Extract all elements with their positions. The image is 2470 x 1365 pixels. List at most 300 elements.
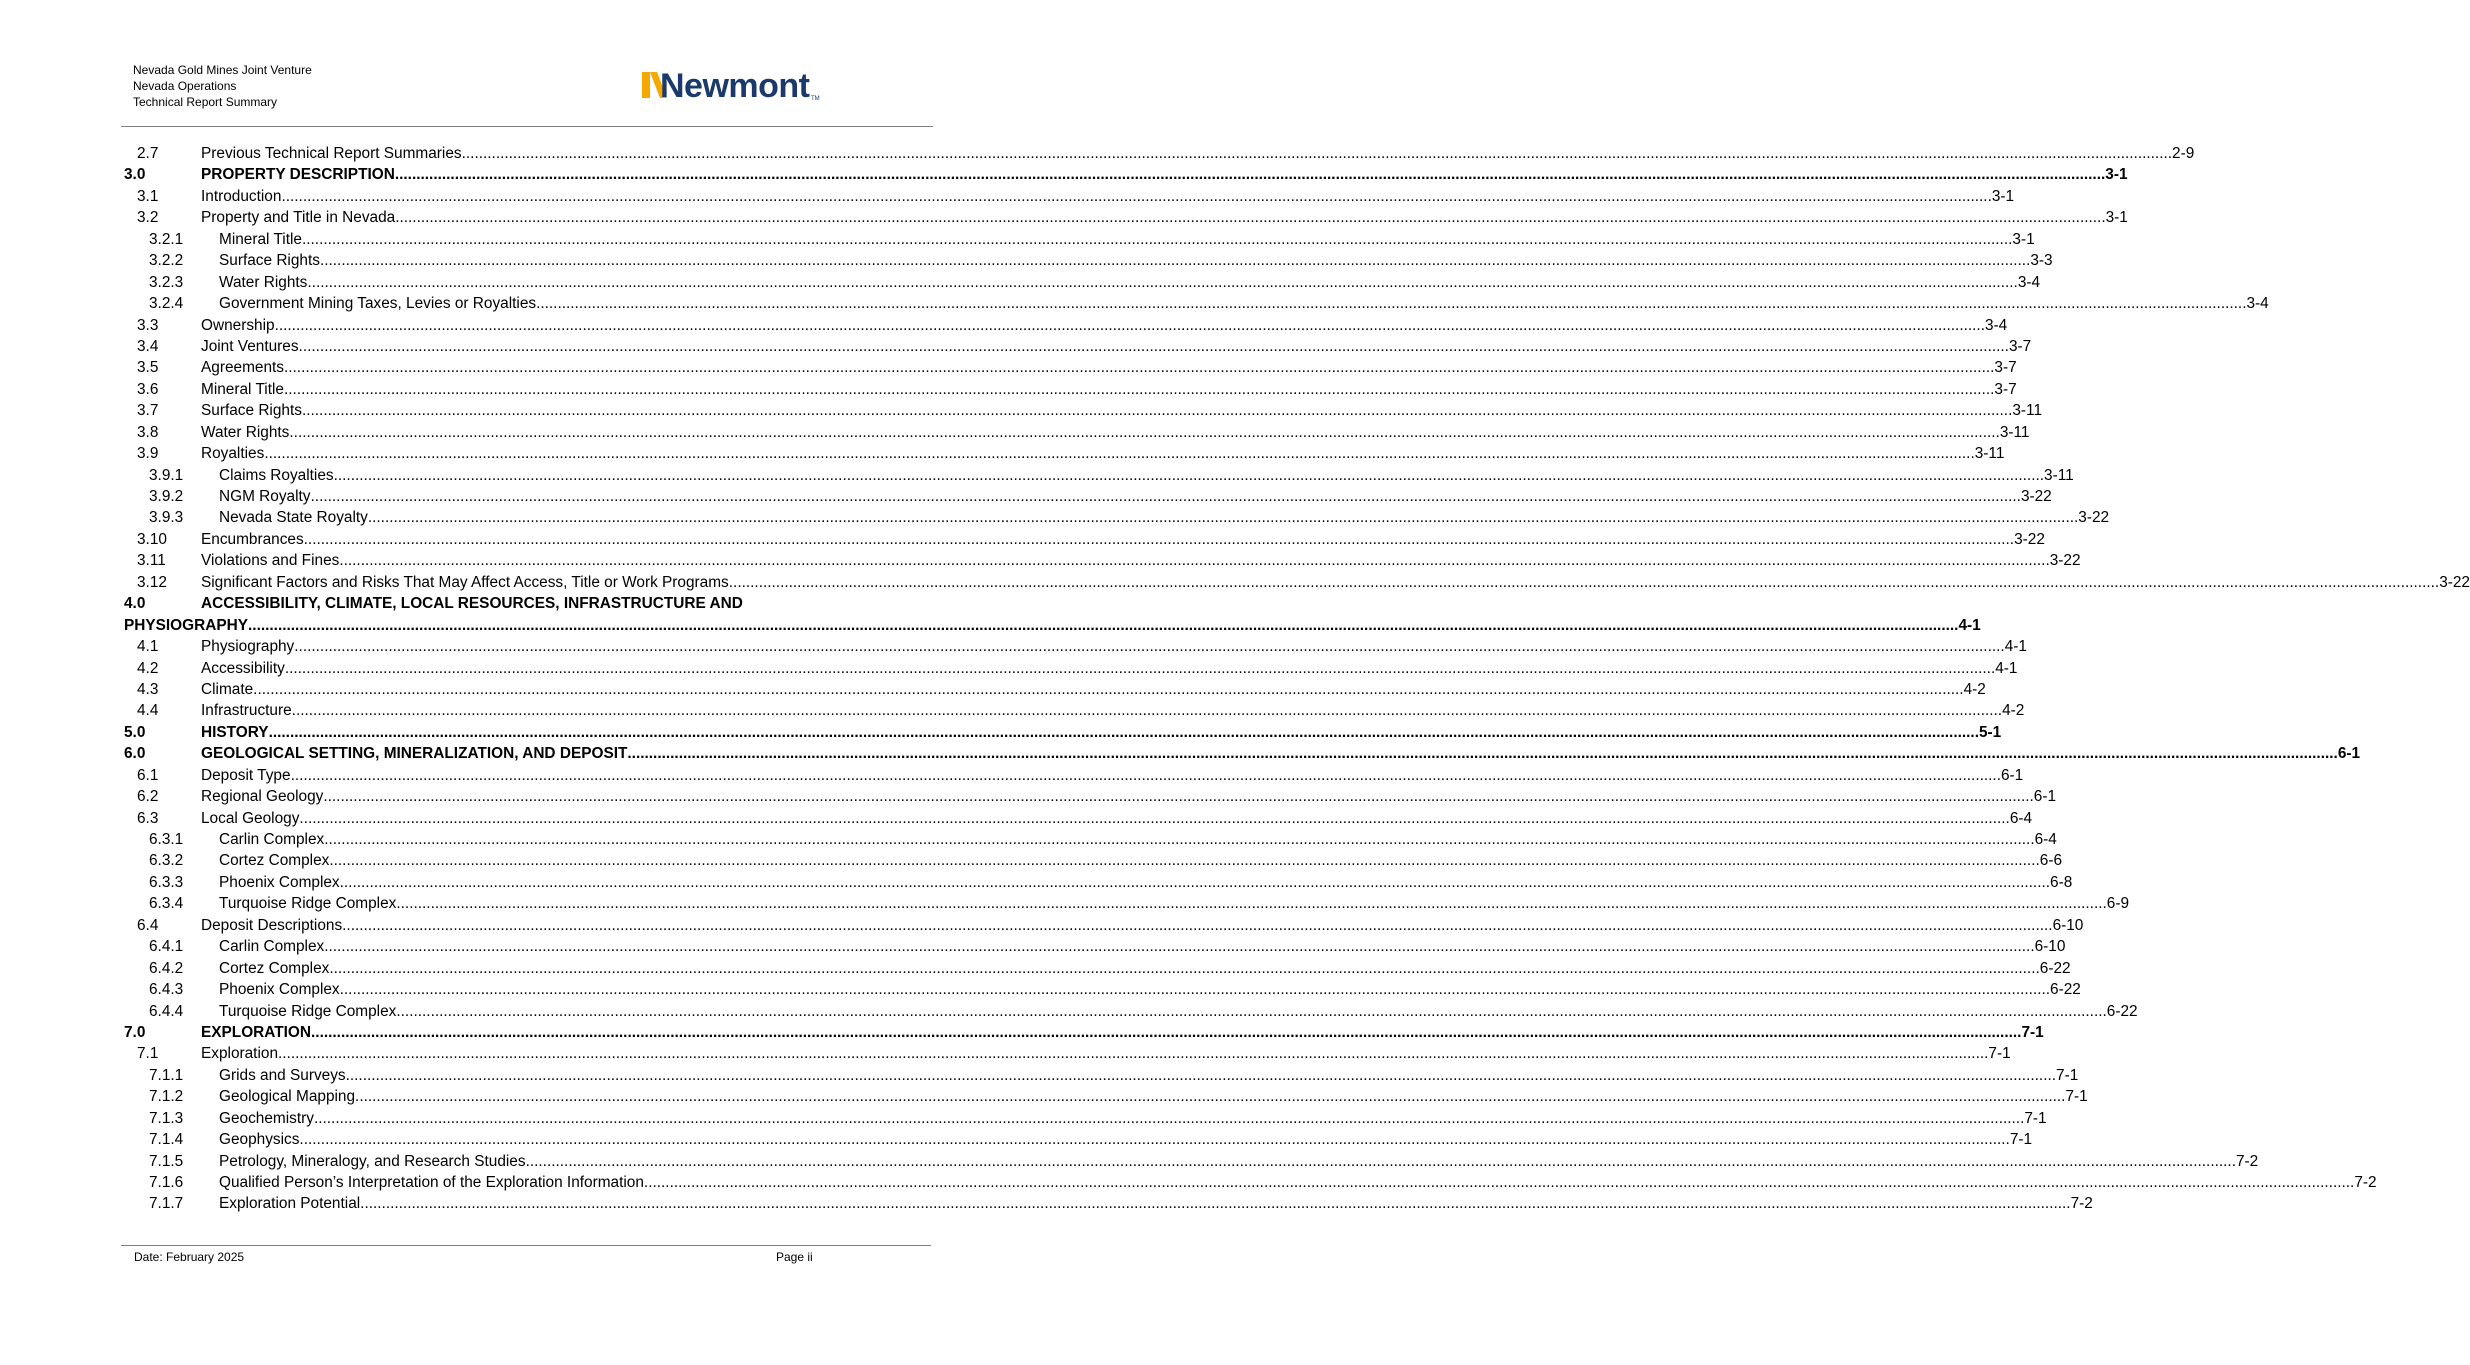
toc-entry-link[interactable]	[219, 850, 2063, 871]
toc-title: Surface Rights	[219, 252, 320, 270]
toc-section-number: 6.3.1	[149, 831, 184, 848]
document-header	[133, 62, 312, 110]
toc-entry-link[interactable]	[219, 1001, 2138, 1022]
toc-entry-link[interactable]	[201, 529, 2045, 550]
toc-section-number: 3.6	[137, 380, 159, 398]
toc-row	[124, 422, 2030, 443]
toc-dot-leader: ................................................................................................................................................................................................................................................................................................................................................................................................................	[536, 295, 2247, 313]
toc-dot-leader: ................................................................................................................................................................................................................................................................................................................................................................................................................	[294, 638, 2005, 656]
toc-dot-leader: ................................................................................................................................................................................................................................................................................................................................................................................................................	[627, 745, 2338, 763]
toc-dot-leader: ................................................................................................................................................................................................................................................................................................................................................................................................................	[310, 488, 2021, 505]
toc-section-number: 6.3.3	[149, 873, 184, 891]
toc-section-number: 6.4.4	[149, 1002, 184, 1020]
toc-entry-link[interactable]	[201, 443, 2005, 464]
toc-page-number: 6-4	[2034, 831, 2057, 848]
toc-entry-link[interactable]	[201, 400, 2043, 421]
toc-row	[124, 1129, 2033, 1150]
toc-section-number: 3.2.2	[149, 252, 184, 270]
toc-dot-leader: ................................................................................................................................................................................................................................................................................................................................................................................................................	[396, 895, 2107, 913]
toc-entry-link[interactable]	[201, 207, 2128, 228]
toc-row	[124, 250, 2053, 271]
toc-dot-leader: ................................................................................................................................................................................................................................................................................................................................................................................................................	[643, 1174, 2355, 1191]
toc-dot-leader: ................................................................................................................................................................................................................................................................................................................................................................................................................	[299, 1131, 2010, 1149]
toc-dot-leader: ................................................................................................................................................................................................................................................................................................................................................................................................................	[281, 187, 1992, 205]
toc-section-number: 3.1	[137, 187, 159, 205]
toc-row	[124, 893, 2130, 914]
toc-page-number: 6-10	[2034, 938, 2066, 956]
toc-page-number: 7-1	[1988, 1045, 2011, 1063]
toc-dot-leader: ................................................................................................................................................................................................................................................................................................................................................................................................................	[298, 337, 2009, 355]
toc-page-number: 4-1	[2004, 638, 2027, 656]
toc-dot-leader: ................................................................................................................................................................................................................................................................................................................................................................................................................	[299, 809, 2010, 827]
toc-page-number: 7-1	[2009, 1131, 2033, 1149]
toc-title: Deposit Descriptions	[201, 916, 343, 934]
toc-section-number: 3.9.3	[149, 509, 184, 527]
toc-page-number: 3-4	[2246, 295, 2269, 313]
toc-entry-link[interactable]	[219, 486, 2052, 507]
toc-entry-link[interactable]	[201, 658, 2018, 679]
toc-entry-link[interactable]	[219, 293, 2269, 314]
toc-entry-link[interactable]	[201, 379, 2017, 400]
toc-section-number: 3.2.4	[149, 295, 184, 313]
toc-section-number: 3.9.1	[149, 466, 184, 484]
toc-title: Local Geology	[201, 809, 300, 827]
toc-page-number: 7-1	[2065, 1088, 2088, 1106]
footer-date: Date: February 2025	[134, 1250, 245, 1264]
toc-section-number: 3.4	[137, 337, 159, 355]
header-report-type: Technical Report Summary	[133, 95, 278, 109]
toc-row	[124, 1022, 2044, 1043]
toc-title: Exploration Potential	[219, 1195, 361, 1213]
toc-page-number: 3-1	[2105, 209, 2128, 227]
toc-dot-leader: ................................................................................................................................................................................................................................................................................................................................................................................................................	[291, 702, 2003, 720]
toc-entry-link[interactable]	[219, 250, 2053, 271]
toc-title: Introduction	[201, 187, 282, 205]
logo-trademark: TM	[811, 96, 820, 102]
toc-page-number: 4-1	[1995, 659, 2018, 677]
toc-row	[124, 1172, 2377, 1193]
toc-section-number: 6.1	[137, 766, 159, 784]
toc-dot-leader: ................................................................................................................................................................................................................................................................................................................................................................................................................	[355, 1088, 2066, 1106]
toc-page-number: 6-8	[2050, 873, 2073, 891]
toc-dot-leader: ................................................................................................................................................................................................................................................................................................................................................................................................................	[283, 380, 1995, 398]
logo-n-accent	[642, 72, 650, 98]
toc-section-number: 5.0	[124, 723, 146, 741]
toc-entry-link[interactable]	[201, 422, 2030, 443]
toc-page-number: 3-11	[2012, 402, 2043, 420]
toc-dot-leader: ................................................................................................................................................................................................................................................................................................................................................................................................................	[396, 1002, 2107, 1020]
toc-entry-link[interactable]	[219, 507, 2110, 528]
toc-title: Nevada State Royalty	[219, 509, 368, 527]
toc-row	[124, 1193, 2093, 1214]
toc-row	[124, 486, 2052, 507]
toc-page-number: 6-6	[2039, 852, 2063, 870]
toc-entry-link[interactable]	[201, 336, 2032, 357]
toc-dot-leader: ................................................................................................................................................................................................................................................................................................................................................................................................................	[301, 230, 2013, 248]
toc-title: ACCESSIBILITY, CLIMATE, LOCAL RESOURCES, INFRASTRUCTURE AND	[201, 595, 743, 613]
toc-entry-link[interactable]	[219, 872, 2073, 893]
toc-row	[124, 186, 2015, 207]
toc-title: Geophysics	[219, 1131, 300, 1149]
toc-page-number: 3-11	[1974, 445, 2005, 463]
toc-dot-leader: ................................................................................................................................................................................................................................................................................................................................................................................................................	[395, 209, 2106, 227]
toc-section-number: 7.1	[137, 1045, 159, 1063]
toc-entry-link[interactable]	[201, 572, 2470, 593]
toc-entry-link[interactable]	[201, 143, 2195, 164]
toc-section-number: 7.1.4	[149, 1131, 184, 1149]
toc-page-number: 6-1	[2033, 788, 2057, 806]
toc-section-number: 4.1	[137, 638, 159, 656]
toc-title: Royalties	[201, 445, 265, 463]
toc-page-number: 3-1	[1991, 187, 2015, 205]
toc-dot-leader: ................................................................................................................................................................................................................................................................................................................................................................................................................	[283, 359, 1995, 377]
toc-title: NGM Royalty	[219, 488, 311, 505]
toc-title: Regional Geology	[201, 788, 324, 806]
toc-page-number: 6-22	[2050, 981, 2081, 999]
toc-title: Qualified Person’s Interpretation of the Exploration Information	[219, 1174, 644, 1191]
toc-entry-link[interactable]	[124, 615, 1981, 636]
toc-page-number: 6-22	[2039, 959, 2071, 977]
toc-page-number: 6-1	[2337, 745, 2361, 763]
toc-dot-leader: ................................................................................................................................................................................................................................................................................................................................................................................................................	[290, 766, 2001, 784]
toc-row	[124, 636, 2027, 657]
toc-row	[124, 786, 2057, 807]
toc-section-number: 3.7	[137, 402, 159, 420]
toc-entry-link[interactable]	[219, 1129, 2033, 1150]
toc-dot-leader: ................................................................................................................................................................................................................................................................................................................................................................................................................	[274, 316, 1985, 334]
toc-entry-link[interactable]	[219, 272, 2041, 293]
toc-title: Mineral Title	[219, 230, 302, 248]
toc-dot-leader: ................................................................................................................................................................................................................................................................................................................................................................................................................	[342, 916, 2053, 934]
toc-entry-link[interactable]	[219, 1086, 2088, 1107]
toc-page-number: 3-11	[1999, 423, 2030, 441]
toc-dot-leader: ................................................................................................................................................................................................................................................................................................................................................................................................................	[339, 981, 2051, 999]
toc-section-number: 3.2.3	[149, 273, 184, 291]
toc-entry-link[interactable]	[219, 1108, 2047, 1129]
toc-section-number: 3.8	[137, 423, 159, 441]
toc-row	[124, 1151, 2259, 1172]
toc-section-number: 6.3.4	[149, 895, 184, 913]
toc-title: Mineral Title	[201, 380, 284, 398]
toc-entry-link[interactable]	[201, 164, 2128, 185]
toc-section-number: 7.1.5	[149, 1152, 184, 1170]
toc-entry-link[interactable]	[201, 1022, 2044, 1043]
toc-page-number: 3-4	[1985, 316, 2008, 334]
toc-section-number: 4.2	[137, 659, 159, 677]
toc-entry-link[interactable]	[219, 979, 2081, 1000]
toc-section-number: 6.4	[137, 916, 159, 934]
toc-entry-link[interactable]	[201, 915, 2084, 936]
toc-page-number: 7-2	[2070, 1195, 2093, 1213]
toc-dot-leader: ................................................................................................................................................................................................................................................................................................................................................................................................................	[345, 1066, 2057, 1084]
toc-title: Agreements	[201, 359, 284, 377]
toc-row	[124, 979, 2081, 1000]
toc-section-number: 6.4.1	[149, 938, 184, 956]
toc-page-number: 3-22	[2078, 509, 2110, 527]
toc-title: Infrastructure	[201, 702, 292, 720]
logo-wordmark: Newmont	[660, 67, 810, 105]
toc-title: Geological Mapping	[219, 1088, 356, 1106]
toc-row	[124, 572, 2470, 593]
toc-page-number: 6-10	[2052, 916, 2084, 934]
toc-entry-link[interactable]	[219, 229, 2035, 250]
toc-section-number: 3.9.2	[149, 488, 184, 505]
toc-dot-leader: ................................................................................................................................................................................................................................................................................................................................................................................................................	[313, 1109, 2025, 1127]
toc-dot-leader: ................................................................................................................................................................................................................................................................................................................................................................................................................	[323, 788, 2034, 806]
toc-dot-leader: ................................................................................................................................................................................................................................................................................................................................................................................................................	[311, 1023, 2022, 1041]
toc-row	[124, 143, 2195, 164]
toc-entry-link[interactable]	[219, 958, 2071, 979]
toc-section-number: 6.2	[137, 788, 159, 806]
toc-row	[124, 443, 2005, 464]
toc-dot-leader: ................................................................................................................................................................................................................................................................................................................................................................................................................	[324, 831, 2035, 848]
toc-dot-leader: ................................................................................................................................................................................................................................................................................................................................................................................................................	[278, 1045, 1989, 1063]
toc-title: Significant Factors and Risks That May Affect Access, Title or Work Programs	[201, 573, 729, 591]
toc-section-number: 4.3	[137, 680, 159, 698]
toc-section-number: 3.2	[137, 209, 159, 227]
toc-row	[124, 1086, 2088, 1107]
table-of-contents	[124, 143, 2470, 1215]
toc-row	[124, 315, 2008, 336]
toc-dot-leader: ................................................................................................................................................................................................................................................................................................................................................................................................................	[461, 145, 2173, 162]
toc-row	[124, 1043, 2011, 1064]
toc-dot-leader: ................................................................................................................................................................................................................................................................................................................................................................................................................	[329, 852, 2040, 870]
toc-title: Ownership	[201, 316, 275, 334]
toc-title: Property and Title in Nevada	[201, 209, 396, 227]
toc-entry-link[interactable]	[201, 1043, 2011, 1064]
toc-dot-leader: ................................................................................................................................................................................................................................................................................................................................................................................................................	[264, 445, 1975, 463]
newmont-logo	[640, 64, 825, 104]
toc-row	[124, 872, 2073, 893]
toc-title: Claims Royalties	[219, 466, 334, 484]
toc-entry-link[interactable]	[201, 786, 2057, 807]
toc-page-number: 6-1	[2000, 766, 2024, 784]
toc-title: PROPERTY DESCRIPTION	[201, 166, 395, 184]
toc-page-number: 3-22	[2014, 530, 2045, 548]
toc-dot-leader: ................................................................................................................................................................................................................................................................................................................................................................................................................	[728, 573, 2440, 591]
toc-dot-leader: ................................................................................................................................................................................................................................................................................................................................................................................................................	[339, 552, 2050, 570]
toc-entry-link[interactable]	[219, 1065, 2079, 1086]
toc-section-number: 6.3.2	[149, 852, 184, 870]
toc-section-number: 3.3	[137, 316, 159, 334]
toc-section-number: 3.11	[137, 552, 166, 570]
toc-section-number: 7.1.3	[149, 1109, 184, 1127]
toc-page-number: 7-1	[2056, 1066, 2079, 1084]
toc-row	[124, 357, 2017, 378]
toc-row	[124, 1065, 2079, 1086]
toc-title: Geochemistry	[219, 1109, 314, 1127]
toc-title: Water Rights	[219, 273, 308, 291]
toc-title: Phoenix Complex	[219, 873, 340, 891]
toc-dot-leader: ................................................................................................................................................................................................................................................................................................................................................................................................................	[333, 466, 2045, 484]
toc-entry-link[interactable]	[201, 679, 1986, 700]
toc-row	[124, 936, 2066, 957]
toc-title: PHYSIOGRAPHY	[124, 616, 249, 634]
toc-title: Previous Technical Report Summaries	[201, 145, 462, 162]
toc-row	[124, 529, 2045, 550]
toc-title: Exploration	[201, 1045, 278, 1063]
toc-dot-leader: ................................................................................................................................................................................................................................................................................................................................................................................................................	[307, 273, 2018, 291]
toc-section-number: 6.4.2	[149, 959, 184, 977]
toc-dot-leader: ................................................................................................................................................................................................................................................................................................................................................................................................................	[289, 423, 2000, 441]
toc-row	[124, 808, 2033, 829]
toc-dot-leader: ................................................................................................................................................................................................................................................................................................................................................................................................................	[324, 938, 2035, 956]
header-operations: Nevada Operations	[133, 79, 237, 93]
toc-title: Phoenix Complex	[219, 981, 340, 999]
toc-entry-link[interactable]	[201, 700, 2025, 721]
toc-section-number: 3.10	[137, 530, 167, 548]
toc-row	[124, 658, 2018, 679]
toc-dot-leader: ................................................................................................................................................................................................................................................................................................................................................................................................................	[319, 252, 2031, 270]
toc-row	[124, 679, 1986, 700]
toc-entry-link[interactable]	[201, 743, 2361, 764]
toc-section-number: 6.4.3	[149, 981, 184, 999]
toc-section-number: 3.9	[137, 445, 159, 463]
toc-row	[124, 400, 2043, 421]
toc-section-number: 3.0	[124, 166, 146, 184]
toc-row	[124, 465, 2074, 486]
toc-page-number: 3-1	[2012, 230, 2035, 248]
toc-page-number: 3-11	[2044, 466, 2074, 484]
toc-row	[124, 700, 2025, 721]
footer-divider	[121, 1245, 931, 1246]
toc-section-number: 2.7	[137, 145, 159, 162]
toc-dot-leader: ................................................................................................................................................................................................................................................................................................................................................................................................................	[268, 723, 1979, 741]
toc-page-number: 3-1	[2105, 166, 2128, 184]
toc-row	[124, 850, 2063, 871]
header-divider	[121, 126, 933, 127]
toc-entry-link[interactable]	[201, 722, 2002, 743]
toc-title: Deposit Type	[201, 766, 291, 784]
toc-entry-link[interactable]	[219, 1193, 2093, 1214]
toc-title: GEOLOGICAL SETTING, MINERALIZATION, AND DEPOSIT	[201, 745, 628, 763]
toc-row	[124, 722, 2002, 743]
toc-page-number: 2-9	[2172, 145, 2195, 162]
toc-title: Physiography	[201, 638, 295, 656]
toc-entry-link[interactable]	[201, 765, 2024, 786]
toc-row	[124, 915, 2084, 936]
toc-page-number: 7-2	[2235, 1152, 2259, 1170]
toc-row	[124, 765, 2024, 786]
toc-row	[124, 207, 2128, 228]
toc-row	[124, 1001, 2138, 1022]
toc-page-number: 3-22	[2049, 552, 2081, 570]
toc-title: Petrology, Mineralogy, and Research Studies	[219, 1152, 526, 1170]
toc-title: Carlin Complex	[219, 831, 325, 848]
toc-section-number: 6.3	[137, 809, 159, 827]
toc-section-number: 3.2.1	[149, 230, 184, 248]
toc-entry-link[interactable]	[201, 636, 2027, 657]
toc-entry-link[interactable]	[219, 936, 2066, 957]
toc-title: Water Rights	[201, 423, 290, 441]
toc-section-number: 3.5	[137, 359, 159, 377]
toc-title: Encumbrances	[201, 530, 304, 548]
toc-section-number: 4.0	[124, 595, 146, 613]
toc-section-number: 3.12	[137, 573, 167, 591]
toc-entry-link[interactable]	[219, 1172, 2377, 1193]
toc-section-number: 7.1.7	[149, 1195, 184, 1213]
toc-entry-link[interactable]	[219, 1151, 2259, 1172]
toc-section-number: 7.1.6	[149, 1174, 184, 1191]
toc-page-number: 7-2	[2354, 1174, 2377, 1191]
toc-title: Carlin Complex	[219, 938, 325, 956]
toc-title: Climate	[201, 680, 254, 698]
toc-page-number: 6-22	[2106, 1002, 2138, 1020]
toc-dot-leader: ................................................................................................................................................................................................................................................................................................................................................................................................................	[329, 959, 2040, 977]
toc-page-number: 3-7	[2008, 337, 2032, 355]
toc-dot-leader: ................................................................................................................................................................................................................................................................................................................................................................................................................	[367, 509, 2079, 527]
toc-row	[124, 293, 2269, 314]
toc-title: Turquoise Ridge Complex	[219, 1002, 397, 1020]
toc-title: Cortez Complex	[219, 959, 330, 977]
toc-section-number: 6.0	[124, 745, 146, 763]
toc-dot-leader: ................................................................................................................................................................................................................................................................................................................................................................................................................	[284, 659, 1996, 677]
toc-entry-link[interactable]	[201, 593, 932, 614]
toc-page-number: 4-2	[2002, 702, 2025, 720]
toc-dot-leader: ................................................................................................................................................................................................................................................................................................................................................................................................................	[394, 166, 2106, 184]
toc-row	[124, 507, 2110, 528]
toc-entry-link[interactable]	[219, 465, 2074, 486]
toc-title: Surface Rights	[201, 402, 302, 420]
toc-page-number: 3-3	[2030, 252, 2053, 270]
toc-page-number: 3-7	[1994, 359, 2017, 377]
toc-row	[124, 272, 2041, 293]
toc-section-number: 7.0	[124, 1023, 146, 1041]
header-company: Nevada Gold Mines Joint Venture	[133, 63, 312, 77]
toc-row	[124, 958, 2071, 979]
toc-page-number: 3-7	[1994, 380, 2017, 398]
toc-dot-leader: ................................................................................................................................................................................................................................................................................................................................................................................................................	[248, 616, 1959, 634]
toc-row	[124, 1108, 2047, 1129]
toc-title: HISTORY	[201, 723, 269, 741]
toc-dot-leader: ................................................................................................................................................................................................................................................................................................................................................................................................................	[301, 402, 2013, 420]
toc-page-number: 5-1	[1978, 723, 2002, 741]
toc-page-number: 6-4	[2009, 809, 2033, 827]
toc-dot-leader: ................................................................................................................................................................................................................................................................................................................................................................................................................	[303, 530, 2015, 548]
toc-section-number: 7.1.1	[149, 1066, 184, 1084]
toc-page-number: 6-9	[2106, 895, 2130, 913]
toc-title: Government Mining Taxes, Levies or Royalties	[219, 295, 537, 313]
toc-title: Cortez Complex	[219, 852, 330, 870]
toc-title: Violations and Fines	[201, 552, 340, 570]
toc-page-number: 3-22	[2439, 573, 2470, 591]
toc-page-number: 4-1	[1958, 616, 1981, 634]
toc-entry-link[interactable]	[201, 550, 2081, 571]
toc-title: Accessibility	[201, 659, 285, 677]
toc-page-number: 7-1	[2024, 1109, 2047, 1127]
toc-dot-leader: ................................................................................................................................................................................................................................................................................................................................................................................................................	[339, 873, 2051, 891]
toc-dot-leader: ................................................................................................................................................................................................................................................................................................................................................................................................................	[525, 1152, 2236, 1170]
toc-title: EXPLORATION	[201, 1023, 312, 1041]
toc-entry-link[interactable]	[201, 808, 2033, 829]
toc-row	[124, 593, 932, 614]
toc-row	[124, 829, 2057, 850]
footer-page-number: Page ii	[776, 1250, 813, 1264]
toc-row	[124, 336, 2032, 357]
toc-entry-link[interactable]	[201, 186, 2015, 207]
toc-entry-link[interactable]	[219, 829, 2057, 850]
toc-entry-link[interactable]	[201, 315, 2008, 336]
toc-page-number: 3-22	[2020, 488, 2052, 505]
toc-entry-link[interactable]	[219, 893, 2130, 914]
toc-title: Joint Ventures	[201, 337, 299, 355]
toc-row	[124, 743, 2361, 764]
toc-dot-leader: ................................................................................................................................................................................................................................................................................................................................................................................................................	[253, 680, 1964, 698]
toc-section-number: 4.4	[137, 702, 159, 720]
toc-row	[124, 550, 2081, 571]
toc-dot-leader: ................................................................................................................................................................................................................................................................................................................................................................................................................	[360, 1195, 2071, 1213]
toc-entry-link[interactable]	[201, 357, 2017, 378]
